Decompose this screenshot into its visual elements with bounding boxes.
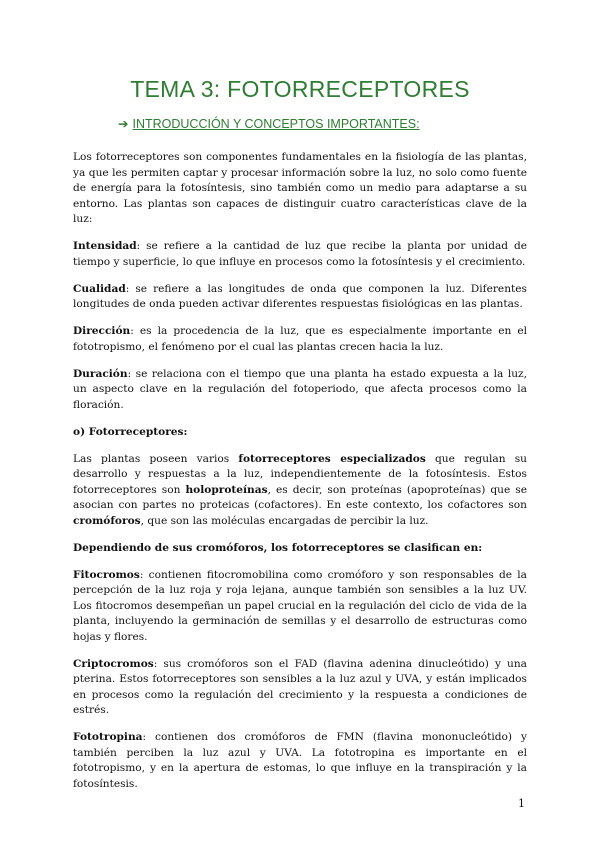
subtitle-text: INTRODUCCIÓN Y CONCEPTOS IMPORTANTES: — [132, 117, 420, 131]
characteristic-direccion — [73, 324, 527, 355]
arrow-right-icon: ➔ — [118, 117, 129, 131]
characteristic-duracion — [73, 367, 527, 414]
document-body — [73, 150, 527, 804]
term: Criptocromos — [73, 657, 154, 670]
definition: : se refiere a las longitudes de onda que componen la luz. Diferentes longitudes de onda pueden activar diferentes respuestas fisiológicas en las plantas. — [73, 282, 527, 310]
term: Cualidad — [73, 282, 126, 295]
text-run: Las plantas poseen varios — [73, 452, 239, 465]
definition: : sus cromóforos son el FAD (flavina adenina dinucleótido) y una pterina. Estos fotorreceptores son sensibles a la luz azul y UVA, y están implicados en procesos como la regulación del crecimiento y la respuesta a condiciones de estrés. — [73, 657, 527, 716]
receptor-criptocromos — [73, 657, 527, 719]
text-run: que regulan su desarrollo y respuestas a la luz, independientemente de la fotosíntesis. Estos fotorreceptores son — [73, 452, 527, 496]
characteristic-intensidad — [73, 239, 527, 270]
term: Duración — [73, 367, 128, 380]
text-run: , es decir, son proteínas (apoproteínas) que se asocian con partes no proteicas (cofactores). En este contexto, los cofactores son — [73, 483, 528, 511]
receptor-fitocromos — [73, 568, 527, 646]
page-title: TEMA 3: FOTORRECEPTORES — [130, 76, 470, 102]
page-number: 1 — [518, 797, 525, 810]
term: Dirección — [73, 325, 131, 337]
classify-heading: Dependiendo de sus cromóforos, los fotorreceptores se clasifican en: — [73, 541, 483, 554]
term: Fitocromos — [73, 568, 140, 581]
section-subtitle — [118, 116, 420, 132]
definition: : contienen dos cromóforos de FMN (flavina mononucleótido) y también perciben la luz azul y UVA. La fototropina es importante en el fototropismo, y en la apertura de estomas, lo que influye en la transpiración y la fotosíntesis. — [73, 731, 527, 790]
characteristic-cualidad — [73, 282, 527, 313]
bold-term: holoproteínas — [185, 483, 268, 496]
definition: : se refiere a la cantidad de luz que recibe la planta por unidad de tiempo y superficie, lo que influye en procesos como la fotosíntesis y el crecimiento. — [73, 240, 527, 268]
receptor-fototropina — [73, 730, 527, 792]
term: Fototropina — [73, 731, 143, 743]
term: Intensidad — [73, 240, 137, 252]
intro-paragraph: Los fotorreceptores son componentes fundamentales en la fisiología de las plantas, ya que les permiten captar y procesar información sobre la luz, no solo como fuente de energía para la fotosíntesis, sino también como un medio para adaptarse a su entorno. Las plantas son capaces de distinguir cuatro características clave de la luz: — [73, 151, 527, 225]
section-heading: o) Fotorreceptores: — [73, 425, 188, 438]
text-run: , que son las moléculas encargadas de percibir la luz. — [140, 514, 429, 527]
definition: : es la procedencia de la luz, que es especialmente importante en el fototropismo, el fenómeno por el cual las plantas crecen hacia la luz. — [73, 325, 527, 353]
definition: : contienen fitocromobilina como cromóforo y son responsables de la percepción de la luz roja y roja lejana, aunque también son sensibles a la luz UV. Los fitocromos desempeñan un papel crucial en la regulación del ciclo de vida de la planta, incluyendo la germinación de semillas y el desarrollo de estructuras como hojas y flores. — [73, 568, 527, 643]
bold-term: fotorreceptores especializados — [238, 452, 426, 465]
definition: : se relaciona con el tiempo que una planta ha estado expuesta a la luz, un aspecto clave en la regulación del fotoperiodo, que afecta procesos como la floración. — [73, 367, 527, 411]
bold-term: cromóforos — [73, 514, 141, 527]
section-paragraph — [73, 452, 527, 530]
